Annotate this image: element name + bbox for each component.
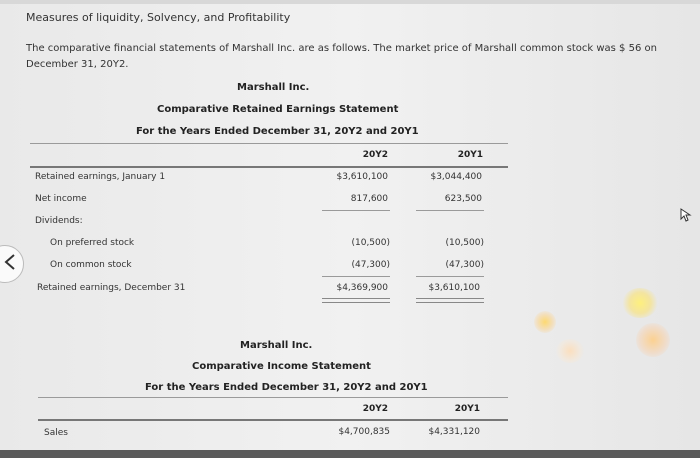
re-row-value-20y2: 817,600 [350,194,388,204]
glare-reflection [622,288,658,318]
taskbar [0,450,700,458]
is-top-rule [38,397,508,398]
re-company-name: Marshall Inc. [237,82,310,93]
re-subtotal-rule-20y2 [322,276,390,277]
is-header-rule [38,419,508,421]
is-row-value-20y2: $4,700,835 [338,427,390,437]
glare-reflection [534,311,556,333]
glare-reflection [636,323,670,357]
re-total-rule-20y1 [416,298,484,303]
is-statement-title: Comparative Income Statement [192,361,371,372]
re-row-value-20y2: $3,610,100 [336,172,388,182]
re-total-rule-20y2 [322,298,390,303]
re-row-value-20y1: (47,300) [445,260,484,270]
re-row-value-20y1: (10,500) [445,238,484,248]
re-row-label: On preferred stock [50,238,135,248]
is-row-value-20y1: $4,331,120 [428,427,480,437]
re-header-rule [30,166,508,168]
is-company-name: Marshall Inc. [240,340,313,351]
re-subtotal-rule-20y2 [322,210,390,211]
glare-reflection [556,339,584,363]
re-row-label: Net income [35,194,87,204]
re-col-20y1: 20Y1 [457,150,483,160]
chevron-left-icon [3,253,17,275]
re-period: For the Years Ended December 31, 20Y2 and 20Y1 [136,126,419,137]
top-border [0,0,700,4]
re-statement-title: Comparative Retained Earnings Statement [157,104,399,115]
re-row-label: Dividends: [35,216,83,226]
re-top-rule [30,143,508,144]
mouse-cursor-icon [680,207,692,226]
re-col-20y2: 20Y2 [362,150,388,160]
section-title: Measures of liquidity, Solvency, and Profitability [26,11,291,24]
re-row-value-20y2: (47,300) [351,260,390,270]
re-subtotal-rule-20y1 [416,276,484,277]
is-col-20y2: 20Y2 [362,404,388,414]
re-row-label: Retained earnings, December 31 [37,283,186,293]
previous-page-button[interactable] [0,245,24,283]
re-row-value-20y1: $3,610,100 [428,283,480,293]
is-col-20y1: 20Y1 [454,404,480,414]
re-row-label: On common stock [50,260,132,270]
re-row-value-20y2: (10,500) [351,238,390,248]
problem-statement: The comparative financial statements of Marshall Inc. are as follows. The market price of Marshall common stock was $ 56 on December 31, 20Y2. [26,43,657,70]
re-subtotal-rule-20y1 [416,210,484,211]
re-row-value-20y2: $4,369,900 [336,283,388,293]
re-row-value-20y1: $3,044,400 [430,172,482,182]
re-row-value-20y1: 623,500 [444,194,482,204]
is-period: For the Years Ended December 31, 20Y2 and 20Y1 [145,382,428,393]
is-row-label: Sales [44,428,68,438]
re-row-label: Retained earnings, January 1 [35,172,166,182]
